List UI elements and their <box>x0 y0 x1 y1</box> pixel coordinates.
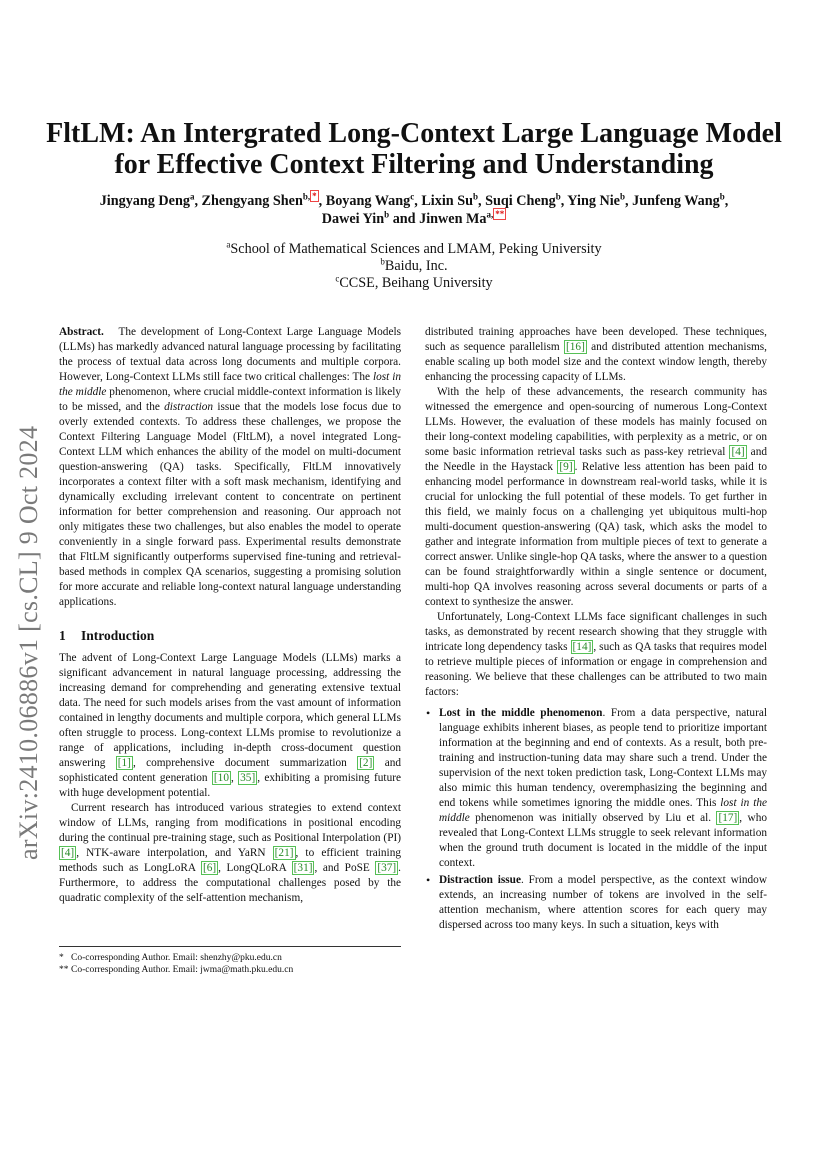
citation-link[interactable]: [37] <box>377 862 397 874</box>
paper-title: FltLM: An Intergrated Long-Context Large Language Model for Effective Context Filtering and Understanding <box>46 118 782 180</box>
citation-link[interactable]: [4] <box>61 847 75 859</box>
citation-link[interactable]: [4] <box>731 446 745 458</box>
author: Zhengyang Shen$^{b, *}$ <box>201 191 317 209</box>
footnote: * Co-corresponding Author. Email: shenzhy@pku.edu.cn <box>59 953 282 963</box>
author: Junfeng Wang$^b$ <box>632 191 725 209</box>
affiliation: $^b$Baidu, Inc. <box>380 256 448 274</box>
citation-link[interactable]: 35] <box>240 772 256 784</box>
citation-link[interactable]: [31] <box>293 862 313 874</box>
abstract-label: Abstract. <box>59 326 104 338</box>
citation-link[interactable]: [17] <box>718 812 738 824</box>
affiliations <box>40 241 788 292</box>
affiliation: $^c$CCSE, Beihang University <box>335 273 493 291</box>
paragraph: With the help of these advancements, the research community has witnessed the emergence and open-sourcing of numerous Long-Context LLMs. However, the evaluation of these models has mainly focused on their long-context modeling capabilities, with perplexity as a metric, or on some basic information retrieval tasks such as pass-key retrieval [4] and the Needle in the Haystack [9] . Relative less attention has been paid to enhancing model performance in downstream real-world tasks, while it is crucial for unlocking the full potential of these models. To get further in this field, we mainly focus on a challenging yet ubiquitous multi-hop multi-document question-answering (QA) task, which asks the model to gather and integrate information from multiple pieces of text to generate a correct answer. Unlike single-hop QA tasks, where the answer to a question can be found straightforwardly within a single sentence or document, multi-hop QA involves reasoning across several documents or parts of a context to synthesize the answer. <box>425 386 767 608</box>
citation-link[interactable]: [21] <box>274 847 294 859</box>
footnotes <box>59 946 401 976</box>
list-item: • Lost in the middle phenomenon. From a data perspective, natural language exhibits inherent biases, as people tend to prioritize important information at the beginning and end of contexts. As a result, both pre-training and instruction-tuning data may share such a trend. Under the supervision of the next token prediction task, Long-Context LLMs may also mimic this human tendency, overemphasizing the beginning and end tokens while sometimes ignoring the middle ones. This lost in the middle phenomenon was initially observed by Liu et al. [17] , who revealed that Long-Context LLMs struggle to seek relevant information when the ground truth document is located in the middle of the input context. <box>425 706 767 871</box>
author: Lixin Su$^b$ <box>421 191 479 209</box>
list-item: • Distraction issue. From a model perspective, as the context window extends, an increasing number of tokens are involved in the self-attention mechanism, where attention scores for each query may dispersed across too many keys. In such a situation, keys with <box>425 873 767 933</box>
citation-link[interactable]: [14] <box>572 641 592 653</box>
author: Ying Nie$^b$ <box>567 191 625 209</box>
challenge-list <box>425 706 767 933</box>
author-list: Jingyang Deng$^a$, Zhengyang Shen$^{b, *}$ , Boyang Wang$^c$, Lixin Su$^b$, Suqi Cheng$^b$, Ying Nie$^b$, Junfeng Wang$^b$, Dawei Yin$^b$ and Jinwen $Ma^{a, **}$ <box>99 191 729 227</box>
citation-link[interactable]: [10 <box>213 772 229 784</box>
footnote-link[interactable]: * <box>312 191 317 202</box>
citation-link[interactable]: [1] <box>117 757 131 769</box>
paragraph: The advent of Long-Context Large Language Models (LLMs) marks a significant advancement in natural language processing, addressing the increasing demand for comprehending and generating extensive textual data. The need for such models arises from the vast amount of information contained in lengthy documents and multiple corpora, which general LLMs often struggle to process. Long-context LLMs promise to revolutionize a range of applications, including in-depth cross-document question answering [1] , comprehensive document summarization [2] and sophisticated content generation [10 , 35] , exhibiting a promising future with huge development potential. <box>59 652 401 799</box>
citation-link[interactable]: [9] <box>559 461 573 473</box>
right-column <box>425 325 767 935</box>
author: Dawei Yin$^b$ <box>321 209 390 227</box>
affiliation: $^a$School of Mathematical Sciences and LMAM, Peking University <box>226 239 602 257</box>
paragraph: distributed training approaches have been developed. These techniques, such as sequence parallelism [16] and distributed attention mechanisms, enable scaling up both model size and the context window length, thereby enhancing the processing capacity of LLMs. <box>425 326 767 383</box>
footnote-link[interactable]: ** <box>495 209 505 220</box>
author: Jinwen $Ma^{a, **}$ <box>419 209 505 227</box>
paragraph: Unfortunately, Long-Context LLMs face significant challenges in such tasks, as demonstrated by recent research showing that they struggle with intricate long dependency tasks [14] , such as QA tasks that requires model to retrieve multiple pieces of information or engage in comprehension and reasoning. We believe that these challenges can be attributed to two main factors: <box>425 611 767 698</box>
author: Jingyang Deng$^a$ <box>99 191 195 209</box>
citation-link[interactable]: [2] <box>359 757 373 769</box>
author: Boyang Wang$^c$ <box>325 191 415 209</box>
paragraph: Current research has introduced various strategies to extend context window of LLMs, ranging from modifications in positional encoding during the continual pre-training stage, such as Positional Interpolation (PI) [4] , NTK-aware interpolation, and YaRN [21] , to efficient training methods such as LongLoRA [6] , LongQLoRA [31] , and PoSE [37] . Furthermore, to address the computational challenges posed by the quadratic complexity of the self-attention mechanism, <box>59 802 401 904</box>
section-heading-introduction: 1 Introduction <box>59 628 155 643</box>
arxiv-identifier: arXiv:2410.06886v1 [cs.CL] 9 Oct 2024 <box>14 425 43 860</box>
citation-link[interactable]: [16] <box>566 341 585 353</box>
abstract: Abstract. The development of Long-Context Large Language Models (LLMs) has markedly advanced natural language processing by facilitating the process of textual data across long documents and multiple corpora. However, Long-Context LLMs still face two critical challenges: The lost in the middle phenomenon, where crucial middle-context information is likely to be missed, and the distraction issue that the models lose focus due to overly extended contexts. To address these challenges, we propose the Context Filtering Language Model (FltLM), a novel integrated Long-Context LLM which enhances the ability of the model on multi-document question-answering (QA) tasks. Specifically, FltLM innovatively incorporates a context filter with a soft mask mechanism, identifying and dynamically excluding irrelevant content to concentrate on pertinent information for better comprehension and reasoning. Our approach not only mitigates these two challenges, but also enables the model to operate conveniently in a single forward pass. Experimental results demonstrate that FltLM significantly outperforms supervised fine-tuning and retrieval-based methods in complex QA scenarios, suggesting a promising solution for more accurate and reliable long-context natural language understanding applications. <box>59 326 401 608</box>
author-conjunction: and <box>392 211 416 227</box>
citation-link[interactable]: [6] <box>202 862 217 874</box>
author: Suqi Cheng$^b$ <box>485 191 561 209</box>
footnote: ** Co-corresponding Author. Email: jwma@math.pku.edu.cn <box>59 965 294 975</box>
left-column <box>59 325 401 906</box>
